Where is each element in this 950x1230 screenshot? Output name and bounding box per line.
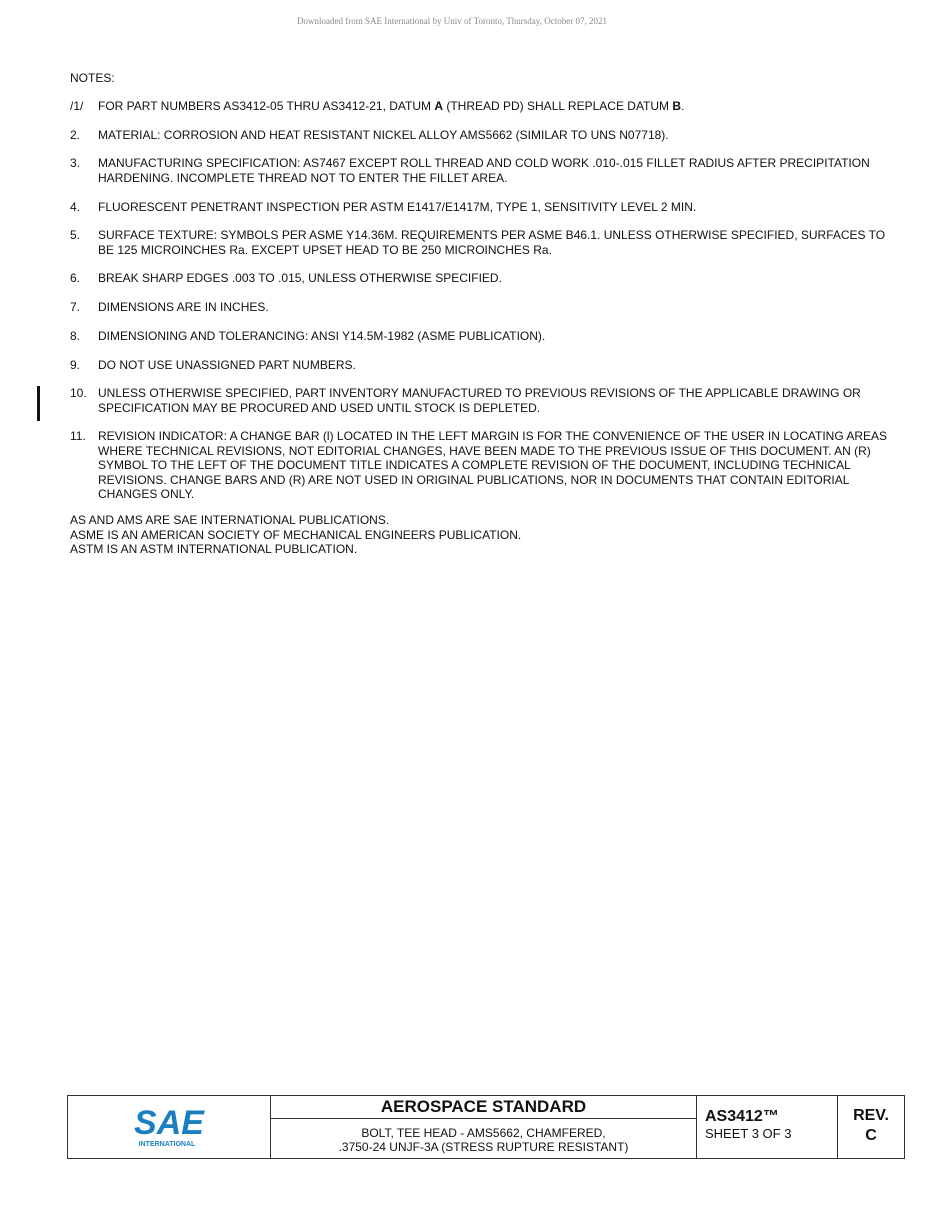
logo-subtext: INTERNATIONAL bbox=[138, 1141, 196, 1148]
publication-line: AS AND AMS ARE SAE INTERNATIONAL PUBLICATIONS. bbox=[70, 513, 390, 527]
note-text bbox=[98, 99, 890, 114]
notes-title: NOTES: bbox=[70, 71, 115, 85]
datum-a: A bbox=[434, 99, 444, 113]
datum-b: B bbox=[672, 99, 682, 113]
revision-cell bbox=[838, 1096, 904, 1158]
note-text: DO NOT USE UNASSIGNED PART NUMBERS. bbox=[98, 357, 356, 372]
document-cell bbox=[697, 1096, 838, 1158]
logo-text: SAE bbox=[134, 1104, 204, 1142]
note-text-part: . bbox=[681, 99, 685, 113]
document-number: AS3412™ bbox=[705, 1108, 779, 1125]
note-item bbox=[70, 329, 890, 344]
note-item bbox=[70, 386, 890, 415]
part-description bbox=[271, 1119, 696, 1158]
note-number: 8. bbox=[70, 328, 81, 343]
note-item bbox=[70, 228, 890, 257]
note-text: DIMENSIONS ARE IN INCHES. bbox=[98, 300, 269, 315]
publication-line: ASTM IS AN ASTM INTERNATIONAL PUBLICATION. bbox=[70, 542, 358, 556]
note-item bbox=[70, 156, 890, 185]
note-item bbox=[70, 271, 890, 286]
download-banner: Downloaded from SAE International by Univ of Toronto, Thursday, October 07, 2021 bbox=[297, 16, 607, 26]
note-item bbox=[70, 99, 890, 114]
revision-value: C bbox=[865, 1127, 877, 1144]
note-item bbox=[70, 429, 890, 502]
publications bbox=[70, 513, 521, 557]
note-number: 3. bbox=[70, 156, 81, 171]
change-bar bbox=[37, 386, 40, 421]
note-text: BREAK SHARP EDGES .003 TO .015, UNLESS OTHERWISE SPECIFIED. bbox=[98, 271, 502, 286]
note-number: 5. bbox=[70, 228, 81, 243]
note-text: MANUFACTURING SPECIFICATION: AS7467 EXCEPT ROLL THREAD AND COLD WORK .010-.015 FILLET RADIUS AFTER PRECIPITATION HARDENING. INCOMPLETE THREAD NOT TO ENTER THE FILLET AREA. bbox=[98, 156, 870, 185]
note-item bbox=[70, 358, 890, 373]
note-number: 7. bbox=[70, 300, 81, 315]
note-number: 4. bbox=[70, 199, 81, 214]
description-line-2: .3750-24 UNJF-3A (STRESS RUPTURE RESISTANT) bbox=[338, 1140, 629, 1154]
note-text-part: FOR PART NUMBERS AS3412-05 THRU AS3412-21, DATUM bbox=[98, 99, 435, 113]
sae-logo bbox=[68, 1096, 271, 1158]
note-text: UNLESS OTHERWISE SPECIFIED, PART INVENTORY MANUFACTURED TO PREVIOUS REVISIONS OF THE APPLICABLE DRAWING OR SPECIFICATION MAY BE PROCURED AND USED UNTIL STOCK IS DEPLETED. bbox=[98, 386, 861, 415]
note-item bbox=[70, 300, 890, 315]
note-text: REVISION INDICATOR: A CHANGE BAR (l) LOCATED IN THE LEFT MARGIN IS FOR THE CONVENIENCE OF THE USER IN LOCATING AREAS WHERE TECHNICAL REVISIONS, NOT EDITORIAL CHANGES, HAVE BEEN MADE TO THE PREVIOUS ISSUE OF THIS DOCUMENT. AN (R) SYMBOL TO THE LEFT OF THE DOCUMENT TITLE INDICATES A COMPLETE REVISION OF THE DOCUMENT, INCLUDING TECHNICAL REVISIONS. CHANGE BARS AND (R) ARE NOT USED IN ORIGINAL PUBLICATIONS, NOR IN DOCUMENTS THAT CONTAIN EDITORIAL CHANGES ONLY. bbox=[98, 429, 888, 502]
note-item bbox=[70, 200, 890, 215]
note-text: DIMENSIONING AND TOLERANCING: ANSI Y14.5M-1982 (ASME PUBLICATION). bbox=[98, 328, 546, 343]
note-number: 6. bbox=[70, 271, 81, 286]
revision-label: REV. bbox=[853, 1107, 889, 1124]
note-text: FLUORESCENT PENETRANT INSPECTION PER ASTM E1417/E1417M, TYPE 1, SENSITIVITY LEVEL 2 MIN. bbox=[98, 199, 697, 214]
note-item bbox=[70, 128, 890, 143]
note-number: 9. bbox=[70, 357, 81, 372]
notes-list bbox=[70, 99, 890, 516]
note-text: MATERIAL: CORROSION AND HEAT RESISTANT NICKEL ALLOY AMS5662 (SIMILAR TO UNS N07718). bbox=[98, 127, 669, 142]
description-line-1: BOLT, TEE HEAD - AMS5662, CHAMFERED, bbox=[361, 1126, 606, 1140]
note-number: 2. bbox=[70, 127, 81, 142]
title-block bbox=[67, 1095, 905, 1159]
title-cell bbox=[271, 1096, 697, 1158]
note-text-part: (THREAD PD) SHALL REPLACE DATUM bbox=[443, 99, 673, 113]
publication-line: ASME IS AN AMERICAN SOCIETY OF MECHANICAL ENGINEERS PUBLICATION. bbox=[70, 527, 522, 542]
note-number: 11. bbox=[70, 429, 86, 444]
standard-heading: AEROSPACE STANDARD bbox=[271, 1096, 696, 1119]
note-number: 10. bbox=[70, 386, 87, 401]
note-text: SURFACE TEXTURE: SYMBOLS PER ASME Y14.36M. REQUIREMENTS PER ASME B46.1. UNLESS OTHERWISE SPECIFIED, SURFACES TO BE 125 MICROINCHES Ra. EXCEPT UPSET HEAD TO BE 250 MICROINCHES Ra. bbox=[98, 228, 886, 257]
note-number: /1/ bbox=[70, 99, 84, 113]
sheet-number: SHEET 3 OF 3 bbox=[705, 1126, 792, 1141]
sae-logo-icon bbox=[129, 1104, 209, 1150]
